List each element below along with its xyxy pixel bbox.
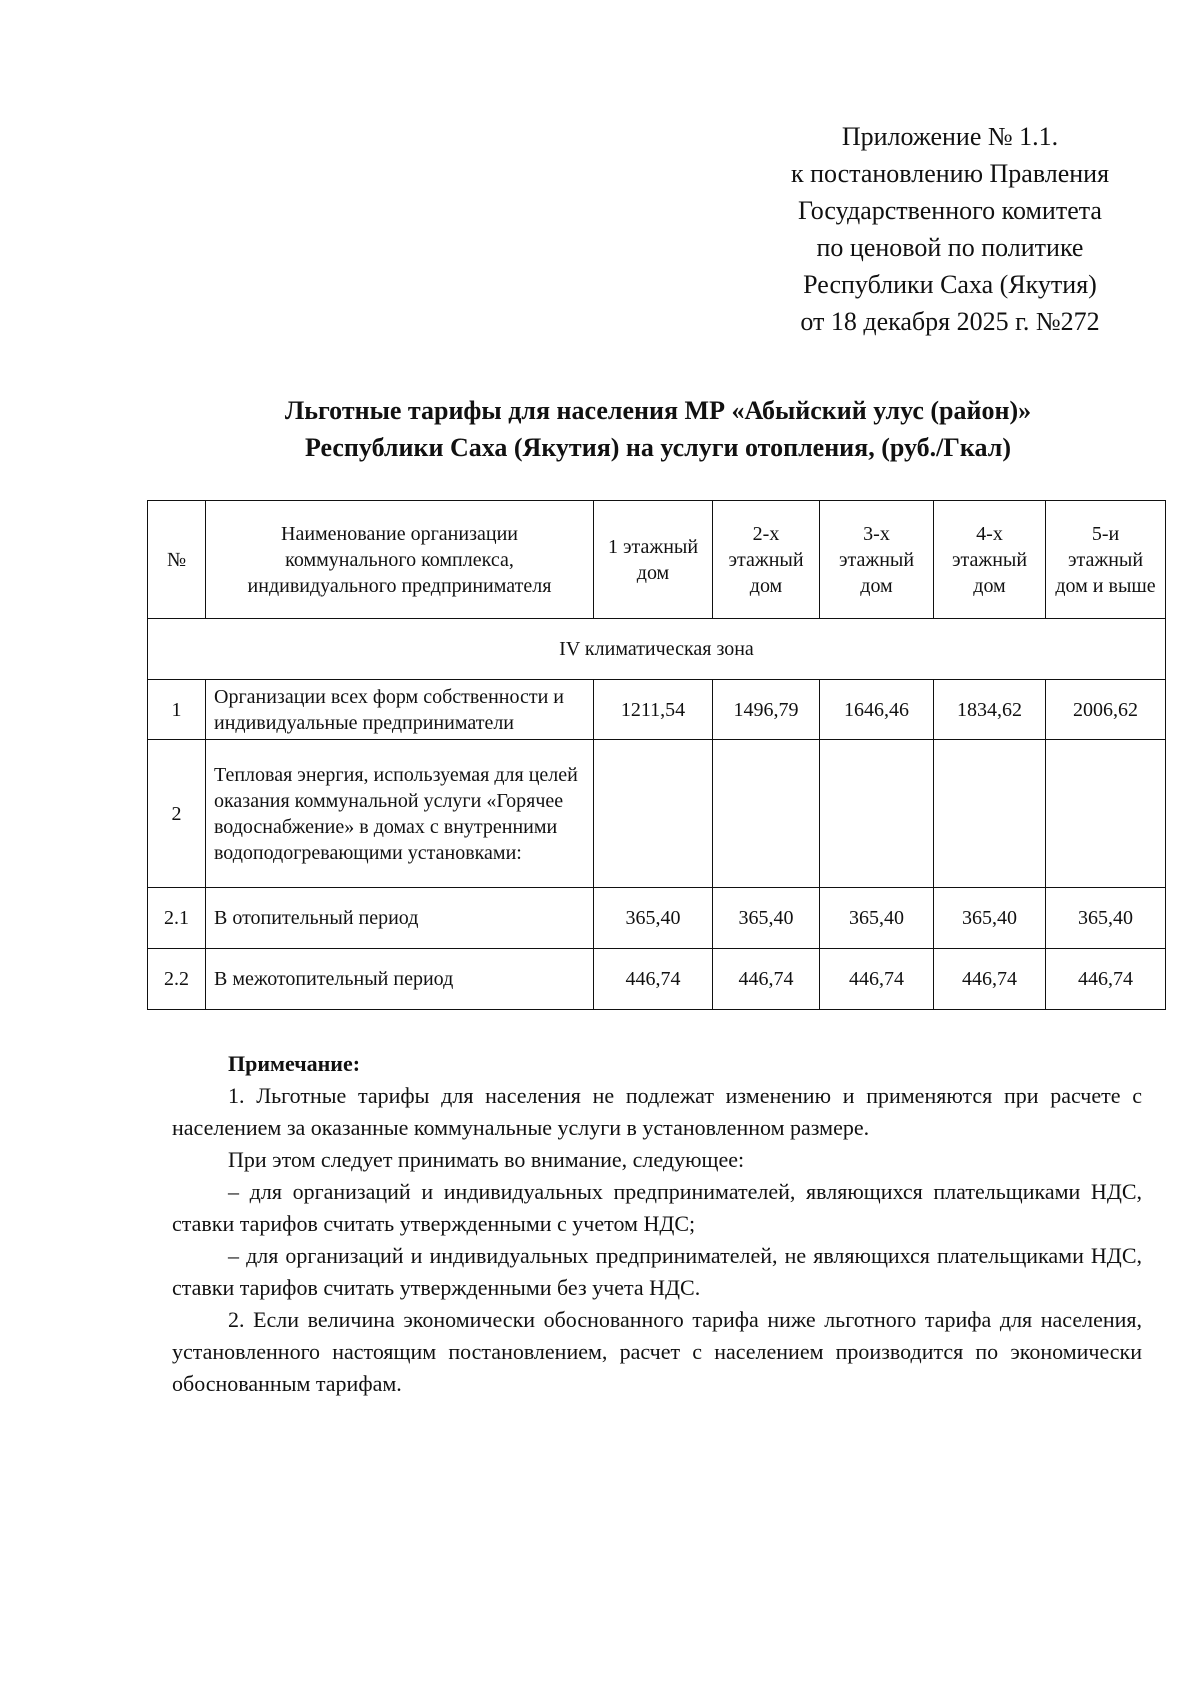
- header-name: Наименование организации коммунального комплекса, индивидуального предпринимателя: [206, 501, 594, 619]
- notes-section: [172, 1048, 1142, 1400]
- appendix-header: [745, 118, 1155, 340]
- appendix-line: Государственного комитета: [798, 196, 1102, 225]
- table-row: [148, 740, 1166, 888]
- document-title: [150, 392, 1166, 466]
- note-paragraph: – для организаций и индивидуальных предпринимателей, не являющихся плательщиками НДС, ставки тарифов считать утвержденными без учета НДС.: [172, 1243, 1142, 1300]
- tariff-table: [147, 500, 1166, 1010]
- appendix-line: от 18 декабря 2025 г. №272: [800, 307, 1100, 336]
- header-1-floor: 1 этажный дом: [594, 501, 713, 619]
- row-value: 365,40: [713, 888, 820, 949]
- header-num: №: [148, 501, 206, 619]
- row-num: 1: [148, 680, 206, 740]
- header-3-floor: 3-х этажный дом: [820, 501, 934, 619]
- row-value: 446,74: [934, 949, 1046, 1010]
- row-value: 1211,54: [594, 680, 713, 740]
- appendix-line: Приложение № 1.1.: [841, 122, 1059, 151]
- row-value: 2006,62: [1046, 680, 1166, 740]
- row-value: [820, 740, 934, 888]
- row-value: 365,40: [594, 888, 713, 949]
- row-num: 2.2: [148, 949, 206, 1010]
- row-value: 1496,79: [713, 680, 820, 740]
- row-name: Тепловая энергия, используемая для целей оказания коммунальной услуги «Горячее водоснабжение» в домах с внутренними водоподогревающими установками:: [206, 740, 594, 888]
- note-paragraph: – для организаций и индивидуальных предпринимателей, являющихся плательщиками НДС, ставки тарифов считать утвержденными с учетом НДС;: [172, 1179, 1142, 1236]
- row-name: В отопительный период: [206, 888, 594, 949]
- title-line-1: Льготные тарифы для населения МР «Абыйский улус (район)»: [284, 396, 1032, 425]
- row-value: 365,40: [820, 888, 934, 949]
- header-4-floor: 4-х этажный дом: [934, 501, 1046, 619]
- row-num: 2.1: [148, 888, 206, 949]
- zone-row: [148, 619, 1166, 680]
- header-5-floor: 5-и этажный дом и выше: [1046, 501, 1166, 619]
- row-value: 446,74: [1046, 949, 1166, 1010]
- note-paragraph: При этом следует принимать во внимание, следующее:: [228, 1147, 745, 1172]
- row-value: [713, 740, 820, 888]
- climate-zone: IV климатическая зона: [148, 619, 1166, 680]
- notes-title: Примечание:: [228, 1051, 361, 1076]
- row-value: 446,74: [594, 949, 713, 1010]
- row-value: 1834,62: [934, 680, 1046, 740]
- note-paragraph: 2. Если величина экономически обоснованного тарифа ниже льготного тарифа для населения, установленного настоящим постановлением, расчет с населением производится по экономически обоснованным тарифам.: [172, 1307, 1142, 1396]
- row-value: [594, 740, 713, 888]
- header-2-floor: 2-х этажный дом: [713, 501, 820, 619]
- row-name: Организации всех форм собственности и индивидуальные предприниматели: [206, 680, 594, 740]
- row-name: В межотопительный период: [206, 949, 594, 1010]
- appendix-line: к постановлению Правления: [790, 159, 1110, 188]
- row-value: 365,40: [934, 888, 1046, 949]
- row-value: 446,74: [713, 949, 820, 1010]
- row-value: 446,74: [820, 949, 934, 1010]
- row-value: [1046, 740, 1166, 888]
- row-num: 2: [148, 740, 206, 888]
- row-value: 1646,46: [820, 680, 934, 740]
- table-row: [148, 949, 1166, 1010]
- note-paragraph: 1. Льготные тарифы для населения не подлежат изменению и применяются при расчете с населением за оказанные коммунальные услуги в установленном размере.: [172, 1083, 1142, 1140]
- table-row: [148, 680, 1166, 740]
- row-value: [934, 740, 1046, 888]
- title-line-2: Республики Саха (Якутия) на услуги отопления, (руб./Гкал): [305, 433, 1011, 462]
- table-header-row: [148, 501, 1166, 619]
- table-row: [148, 888, 1166, 949]
- appendix-line: по ценовой по политике: [816, 233, 1084, 262]
- appendix-line: Республики Саха (Якутия): [803, 270, 1097, 299]
- row-value: 365,40: [1046, 888, 1166, 949]
